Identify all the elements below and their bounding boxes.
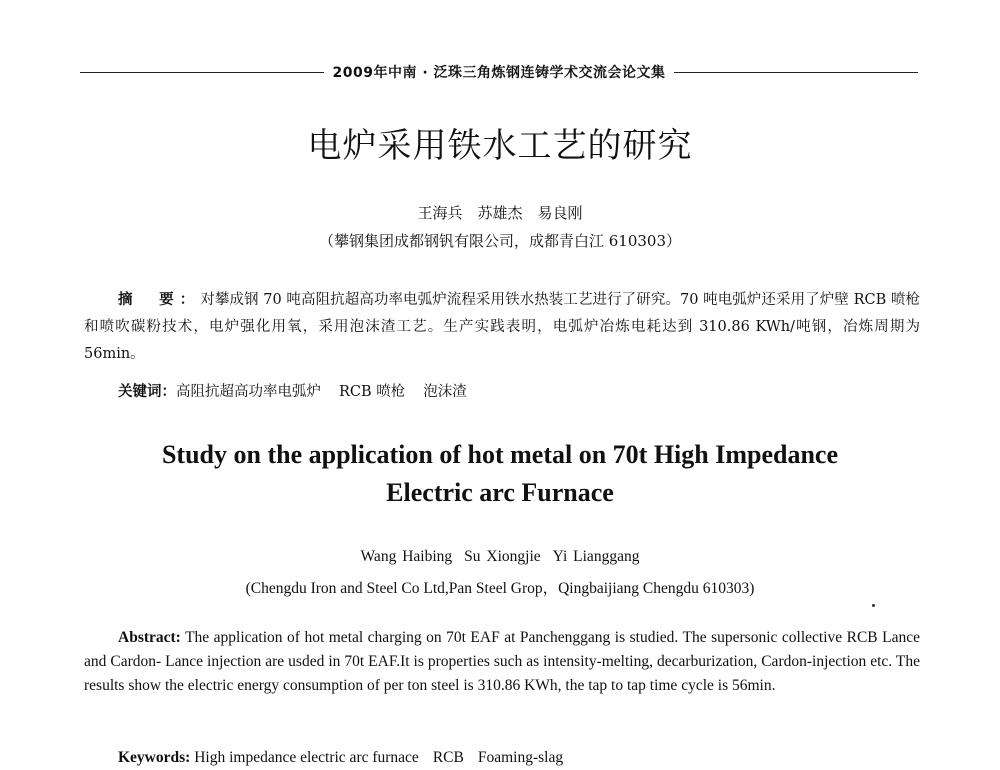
english-title bbox=[0, 436, 1000, 512]
chinese-abstract-label: 摘 要： bbox=[118, 291, 201, 308]
english-keywords bbox=[118, 746, 918, 770]
running-header-text: 2009年中南 · 泛珠三角炼钢连铸学术交流会论文集 bbox=[332, 65, 666, 81]
english-keyword: Foaming-slag bbox=[477, 749, 564, 766]
header-rule-left bbox=[80, 72, 324, 73]
header-rule-right bbox=[674, 72, 918, 73]
chinese-authors: 王海兵 苏雄杰 易良刚 bbox=[417, 204, 583, 222]
english-abstract-text: The application of hot metal charging on 70t EAF at Panchenggang is studied. The supersonic collective RCB Lance and Cardon- Lance injection are usded in 70t EAF.It is properties such as intensity-melting, decarburization, Cardon-injection etc. The results show the electric energy consumption of per ton steel is 310.86 KWh, the tap to tap time cycle is 56min. bbox=[84, 629, 920, 694]
english-authors bbox=[0, 548, 1000, 566]
chinese-affiliation: （攀钢集团成都钢钒有限公司，成都青白江 610303） bbox=[318, 232, 682, 250]
running-header bbox=[80, 62, 918, 82]
chinese-keywords bbox=[118, 378, 918, 406]
english-affiliation: (Chengdu Iron and Steel Co Ltd,Pan Steel Grop，Qingbaijiang Chengdu 610303) bbox=[245, 580, 755, 597]
chinese-abstract bbox=[84, 286, 920, 368]
english-abstract-label: Abstract: bbox=[118, 629, 181, 646]
english-title-line: Study on the application of hot metal on 70t High Impedance bbox=[161, 440, 839, 469]
scan-speck bbox=[872, 604, 875, 607]
chinese-abstract-text: 对攀成钢 70 吨高阻抗超高功率电弧炉流程采用铁水热装工艺进行了研究。70 吨电弧炉还采用了炉壁 RCB 喷枪和喷吹碳粉技术，电炉强化用氧，采用泡沫渣工艺。生产实践表明，电弧炉冶炼电耗达到 310.86 KWh/吨钢，冶炼周期为 56min。 bbox=[84, 292, 920, 362]
english-keywords-label: Keywords: bbox=[118, 749, 191, 766]
author-name: Su Xiongjie bbox=[464, 548, 541, 565]
chinese-title: 电炉采用铁水工艺的研究 bbox=[307, 126, 693, 166]
chinese-keywords-label: 关键词： bbox=[118, 383, 176, 400]
chinese-keyword: RCB 喷枪 bbox=[339, 384, 406, 400]
author-name: Yi Lianggang bbox=[552, 548, 640, 565]
english-abstract bbox=[84, 626, 920, 698]
english-title-line: Electric arc Furnace bbox=[386, 478, 614, 507]
english-keyword: High impedance electric arc furnace bbox=[194, 749, 419, 766]
author-name: Wang Haibing bbox=[360, 548, 453, 565]
chinese-keyword: 高阻抗超高功率电弧炉 bbox=[176, 384, 321, 400]
chinese-keyword: 泡沫渣 bbox=[423, 384, 467, 400]
english-keyword: RCB bbox=[432, 749, 464, 766]
